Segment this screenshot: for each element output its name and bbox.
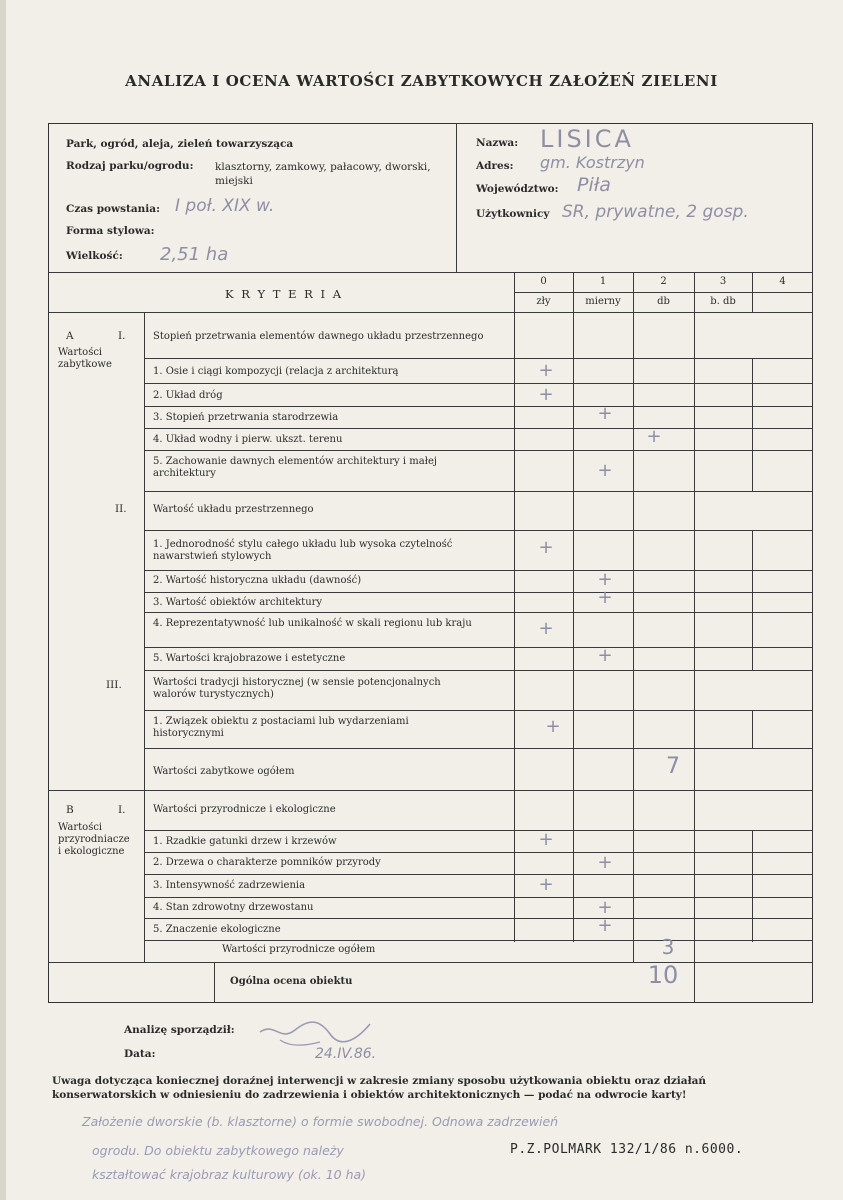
created-label: Czas powstania: [66,203,160,215]
group-a3-roman: III. [106,679,122,691]
mark-a1-2: + [538,384,554,405]
date-label: Data: [124,1048,156,1060]
row-line [144,874,813,875]
group-a2-roman: II. [115,503,127,515]
style-label: Forma stylowa: [66,225,155,237]
hand-note-2: ogrodu. Do obiektu zabytkowego należy [92,1143,344,1158]
voivodeship-value: Piła [577,174,611,196]
criterion-a2-3: 3. Wartość obiektów architektury [153,597,323,608]
overall-right-line [694,962,695,1003]
criterion-b-4: 4. Stan zdrowotny drzewostanu [153,902,314,913]
grade-0: zły [536,296,551,307]
section-a-letter: A [66,330,74,342]
col-line-4d [752,710,753,748]
users-label: Użytkownicy [476,208,550,220]
size-value: 2,51 ha [160,244,229,265]
prepared-label: Analizę sporządził: [124,1024,235,1036]
score-3: 3 [719,276,727,287]
name-label: Nazwa: [476,137,519,149]
section-a-name: Wartości zabytkowe [58,347,112,370]
row-line [144,897,813,898]
section-b-letter: B [66,804,74,816]
row-line [144,612,813,613]
line-total-b-bottom [48,962,813,963]
type-options-2: miejski [215,175,253,187]
paper-edge [0,0,6,1200]
print-code: P.Z.POLMARK 132/1/86 n.6000. [510,1142,744,1157]
overall-value: 10 [647,961,679,989]
group-b1-title: Wartości przyrodnicze i ekologiczne [153,804,336,815]
col-line-4e [752,830,753,942]
date-value: 24.IV.86. [315,1046,377,1062]
hand-note-1: Założenie dworskie (b. klasztorne) o formie swobodnej. Odnowa zadrzewień [82,1114,559,1129]
mark-a1-1: + [538,360,554,381]
criterion-a1-3: 3. Stopień przetrwania starodrzewia [153,412,339,423]
score-4: 4 [779,276,786,287]
row-line [144,670,813,671]
group-a3-title: Wartości tradycji historycznej (w sensie potencjonalnych walorów turystycznych) [153,677,441,700]
score-0: 0 [540,276,547,287]
section-b-name: Wartości przyrodniacze i ekologiczne [58,822,130,857]
col-line-4b [752,358,753,491]
row-line [144,491,813,492]
mark-a2-4: + [538,618,554,639]
header-bottom-line [48,272,813,273]
size-label: Wielkość: [66,250,123,262]
type-label: Rodzaj parku/ogrodu: [66,160,194,172]
criterion-a1-1: 1. Osie i ciągi kompozycji (relacja z architekturą [153,366,399,377]
total-a-value: 7 [666,754,680,779]
page-title: ANALIZA I OCENA WARTOŚCI ZABYTKOWYCH ZAŁOŻEŃ ZIELENI [125,72,718,90]
grade-3: b. db [710,296,736,307]
mark-a2-5: + [597,645,613,666]
mark-a2-2: + [597,569,613,590]
mark-a1-5: + [597,460,613,481]
row-line [144,748,813,749]
type-options: klasztorny, zamkowy, pałacowy, dworski, [215,161,431,173]
criteria-header-bottom [48,312,813,313]
mark-b-4: + [597,897,613,918]
created-value: I poł. XIX w. [175,196,275,216]
mark-a2-3: + [597,587,613,608]
mark-a1-4: + [646,426,662,447]
row-line [144,428,813,429]
row-line [144,647,813,648]
header-mid-line [514,292,813,293]
address-label: Adres: [476,160,514,172]
criterion-a2-2: 2. Wartość historyczna układu (dawność) [153,575,362,586]
total-b-value: 3 [661,935,675,959]
mark-b-1: + [538,829,554,850]
criterion-a1-4: 4. Układ wodny i pierw. ukszt. terenu [153,434,343,445]
mark-a3-1: + [545,716,561,737]
mark-a2-1: + [538,537,554,558]
voivodeship-label: Województwo: [476,183,559,195]
criterion-b-1: 1. Rzadkie gatunki drzew i krzewów [153,836,337,847]
overall-label: Ogólna ocena obiektu [230,976,353,987]
criterion-a2-1: 1. Jednorodność stylu całego układu lub wysoka czytelność nawarstwień stylowych [153,539,453,562]
criterion-a2-4: 4. Reprezentatywność lub unikalność w skali regionu lub kraju [153,618,472,629]
line-section-b-top [48,790,813,791]
criterion-a1-2: 2. Układ dróg [153,390,223,401]
row-line [144,918,813,919]
group-a2-title: Wartość układu przestrzennego [153,504,314,515]
row-line [144,852,813,853]
row-line [144,592,813,593]
col-line-4c [752,530,753,670]
warning-note: Uwaga dotycząca koniecznej doraźnej interwencji w zakresie zmiany sposobu użytkowania obiektu oraz działań konserwatorskich w odniesieniu do zadrzewienia i obiektów architektonicznych — podać na odwrocie karty! [52,1075,707,1101]
col-line-3 [694,272,695,962]
score-1: 1 [599,276,607,287]
header-divider [456,123,457,272]
category-divider [144,312,145,962]
row-line [144,570,813,571]
mark-b-2: + [597,852,613,873]
mark-a1-3: + [597,403,613,424]
criterion-b-5: 5. Znaczenie ekologiczne [153,924,281,935]
row-line [144,383,813,384]
mark-b-5: + [597,915,613,936]
section-b-roman: I. [118,804,126,816]
park-label: Park, ogród, aleja, zieleń towarzysząca [66,138,294,150]
criterion-a1-5: 5. Zachowanie dawnych elementów architektury i małej architektury [153,456,437,479]
line-a2-top [144,530,813,531]
address-value: gm. Kostrzyn [540,153,645,172]
row-line [144,940,813,941]
line-a3-top [144,710,813,711]
users-value: SR, prywatne, 2 gosp. [562,202,749,222]
line-a1-top [144,358,813,359]
score-2: 2 [660,276,667,287]
row-line [144,450,813,451]
criteria-label: K R Y T E R I A [225,287,344,301]
hand-note-3: kształtować krajobraz kulturowy (ok. 10 ha) [92,1167,367,1182]
criterion-a3-1: 1. Związek obiektu z postaciami lub wydarzeniami historycznymi [153,716,409,739]
criterion-b-3: 3. Intensywność zadrzewienia [153,880,306,891]
criterion-b-2: 2. Drzewa o charakterze pomników przyrody [153,857,381,868]
group-a1-title: Stopień przetrwania elementów dawnego układu przestrzennego [153,331,484,342]
row-line [144,406,813,407]
total-b-label: Wartości przyrodnicze ogółem [222,944,376,955]
total-a-label: Wartości zabytkowe ogółem [153,766,295,777]
mark-b-3: + [538,874,554,895]
grade-1: mierny [585,296,621,307]
line-b1-top [144,830,813,831]
criterion-a2-5: 5. Wartości krajobrazowe i estetyczne [153,653,346,664]
col-line-2 [633,272,634,962]
overall-left-line [214,962,215,1003]
name-value: LISICA [540,125,634,153]
col-line-0 [514,272,515,942]
grade-2: db [657,296,670,307]
section-a-roman: I. [118,330,126,342]
